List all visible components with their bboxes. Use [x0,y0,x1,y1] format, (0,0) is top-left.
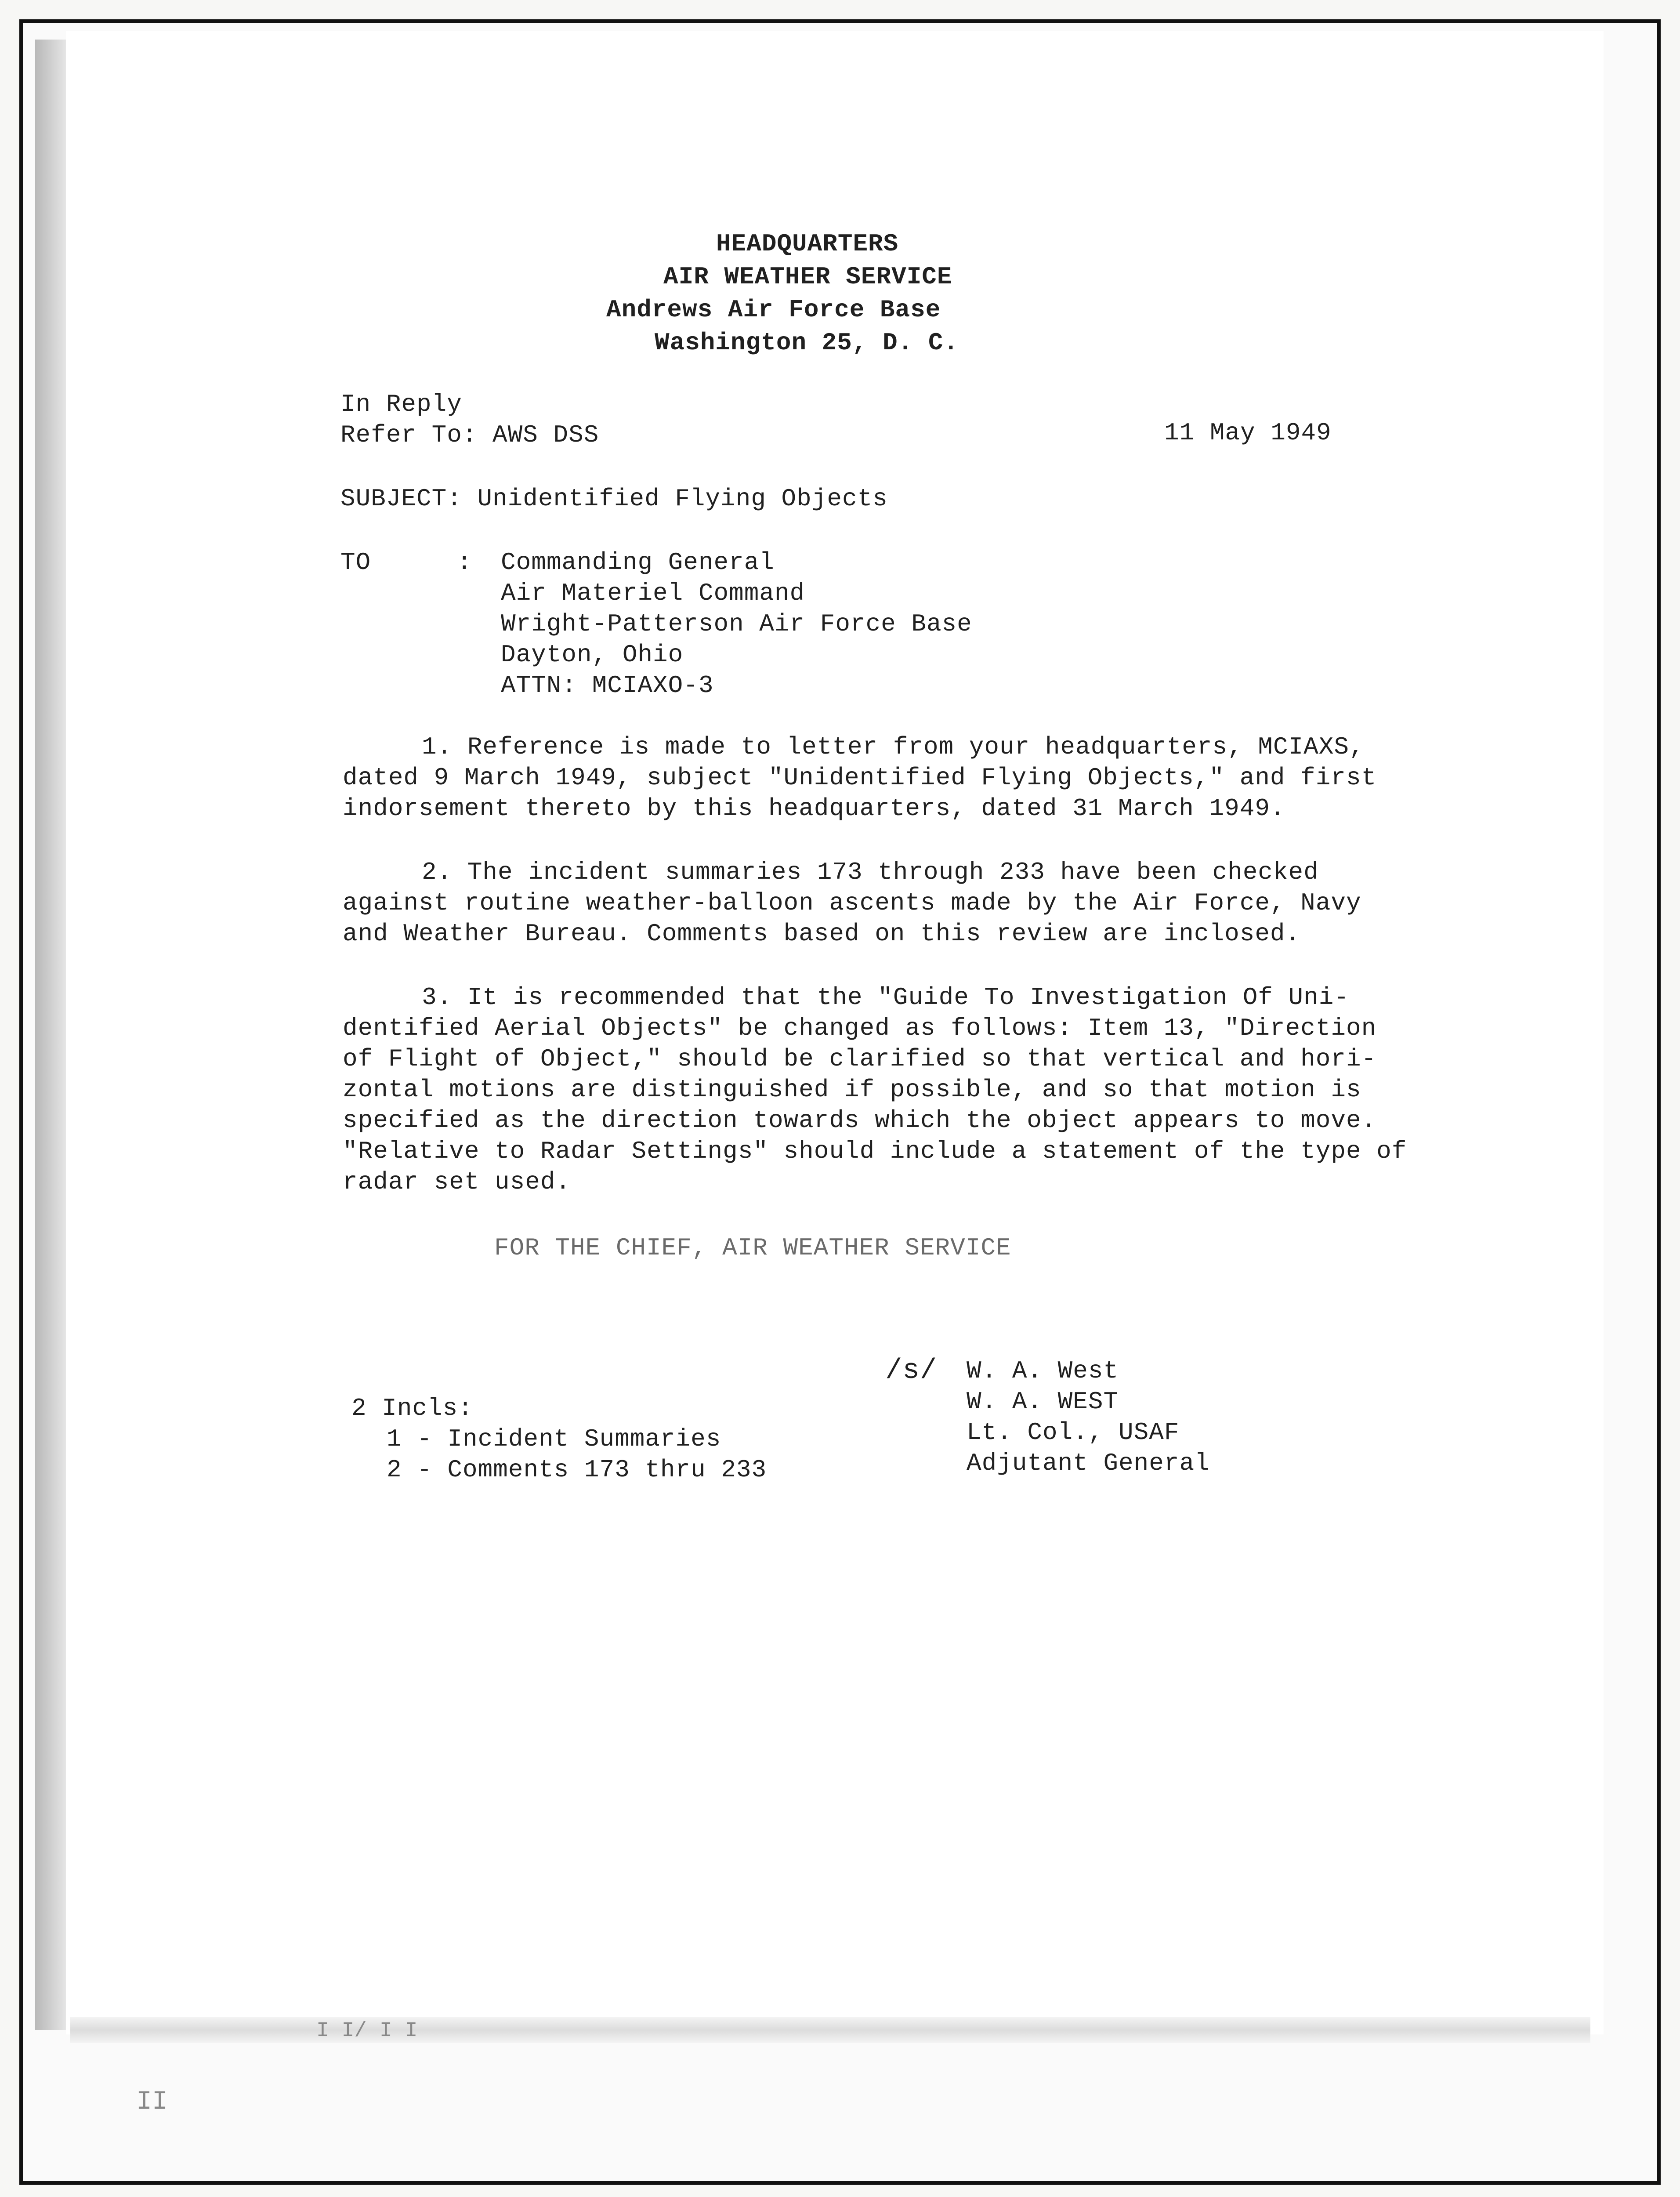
closing-line: FOR THE CHIEF, AIR WEATHER SERVICE [494,1234,1011,1262]
paragraph-3-line-3: of Flight of Object," should be clarified so that vertical and hori- [343,1045,1377,1073]
inclosure-item-1: 1 - Incident Summaries [387,1425,721,1453]
letterhead-line-2: AIR WEATHER SERVICE [663,263,952,291]
to-colon: : [457,548,472,576]
subject-line: SUBJECT: Unidentified Flying Objects [340,485,888,513]
addressee-line-4: Dayton, Ohio [501,641,684,669]
letter-date: 11 May 1949 [1164,419,1332,447]
paragraph-1-line-2: dated 9 March 1949, subject "Unidentified Flying Objects," and first [343,764,1377,792]
letterhead-line-1: HEADQUARTERS [716,230,899,258]
margin-mark-bottom-left: II [136,2087,168,2117]
paragraph-3-line-2: dentified Aerial Objects" be changed as follows: Item 13, "Direction [343,1014,1377,1042]
signature-name: W. A. WEST [967,1388,1119,1416]
margin-mark-bottom-mid: I I/ I I [316,2019,418,2043]
paragraph-3-line-7: radar set used. [343,1168,571,1196]
letterhead-line-3: Andrews Air Force Base [606,296,941,324]
paragraph-3-line-4: zontal motions are distinguished if possible, and so that motion is [343,1076,1361,1104]
signature-signed: W. A. West [967,1357,1119,1385]
inclosures-heading: 2 Incls: [351,1394,473,1422]
in-reply-label: In Reply [340,390,462,418]
paragraph-3-line-6: "Relative to Radar Settings" should include a statement of the type of [343,1137,1407,1165]
paragraph-1-line-3: indorsement thereto by this headquarters, dated 31 March 1949. [343,794,1285,823]
letterhead-line-4: Washington 25, D. C. [655,329,959,357]
paragraph-2-line-1: 2. The incident summaries 173 through 233 have been checked [422,858,1319,886]
paragraph-3-line-1: 3. It is recommended that the "Guide To Investigation Of Uni- [422,983,1349,1011]
signature-rank: Lt. Col., USAF [967,1418,1180,1447]
refer-to-line: Refer To: AWS DSS [340,421,599,449]
signature-s-mark: /s/ [885,1355,938,1387]
addressee-line-1: Commanding General [501,548,775,576]
inclosure-item-2: 2 - Comments 173 thru 233 [387,1456,767,1484]
paragraph-2-line-2: against routine weather-balloon ascents made by the Air Force, Navy [343,889,1361,917]
signature-title: Adjutant General [967,1449,1210,1477]
addressee-line-5: ATTN: MCIAXO-3 [501,671,714,700]
to-label: TO [340,548,371,576]
paragraph-1-line-1: 1. Reference is made to letter from your headquarters, MCIAXS, [422,733,1365,761]
addressee-line-3: Wright-Patterson Air Force Base [501,610,972,638]
addressee-line-2: Air Materiel Command [501,579,805,607]
paragraph-2-line-3: and Weather Bureau. Comments based on this review are inclosed. [343,920,1301,948]
paragraph-3-line-5: specified as the direction towards which the object appears to move. [343,1106,1377,1135]
